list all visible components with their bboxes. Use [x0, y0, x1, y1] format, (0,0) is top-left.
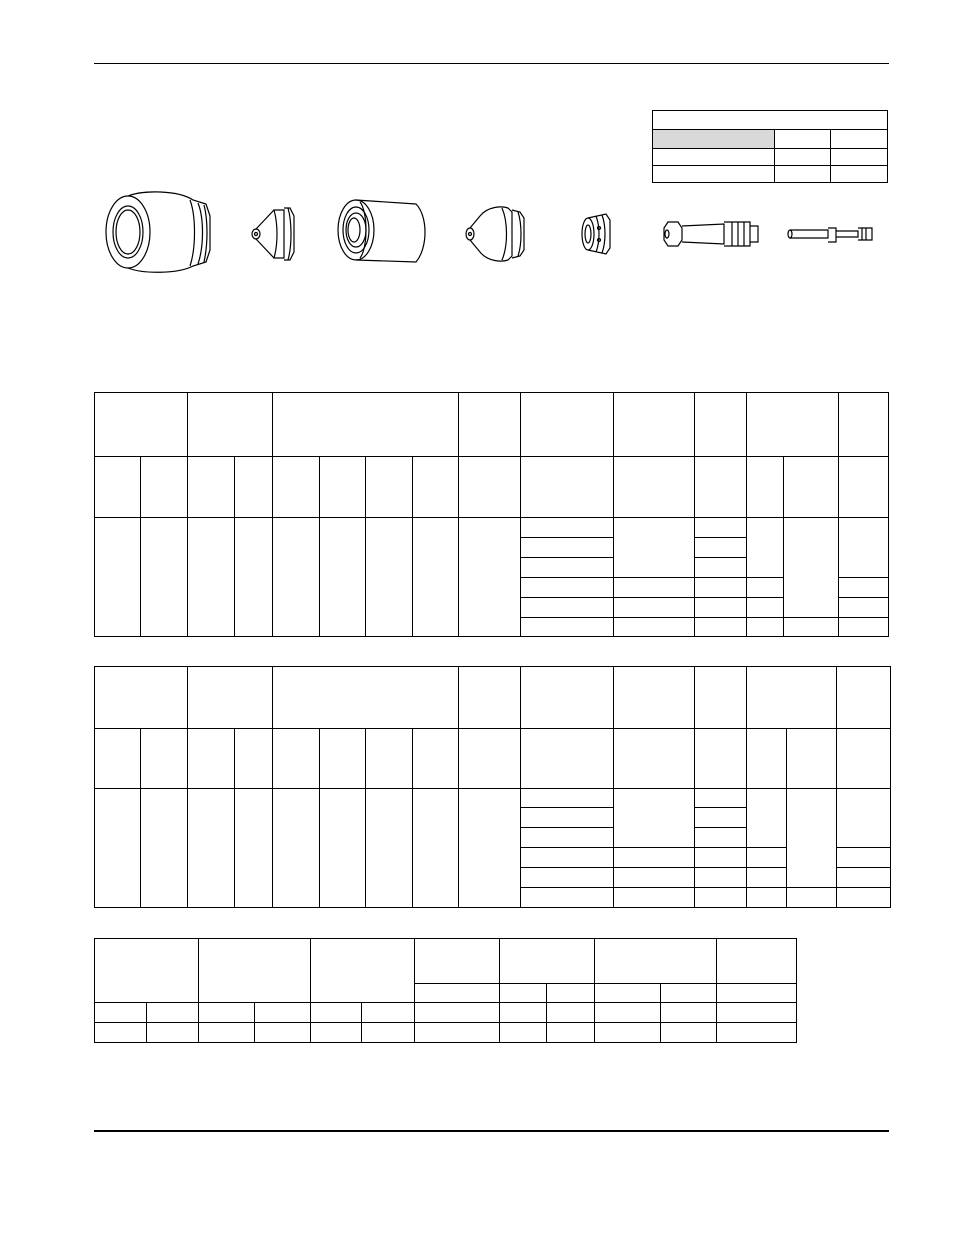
table-cell	[521, 538, 614, 558]
table-subheader-cell	[747, 457, 784, 518]
table-subheader-cell	[95, 457, 141, 518]
table-cell	[415, 1023, 500, 1043]
table-cell	[273, 789, 320, 908]
table-header-cell	[311, 939, 415, 1003]
table-header-cell	[747, 393, 839, 457]
table-subheader-cell	[595, 984, 661, 1003]
table-subheader-cell	[459, 729, 521, 789]
table-header-cell	[188, 393, 273, 457]
table-cell	[695, 808, 747, 828]
table-cell	[366, 518, 413, 637]
table-header-cell	[837, 667, 891, 729]
table-cell	[95, 518, 141, 637]
reference-table-header-cell	[653, 130, 775, 149]
table-header-cell	[747, 667, 837, 729]
table-header-cell	[595, 939, 717, 984]
electrode-icon	[664, 222, 758, 246]
table-cell	[787, 888, 837, 908]
table-cell	[521, 848, 614, 868]
table-subheader-cell	[235, 729, 273, 789]
table-subheader-cell	[500, 984, 547, 1003]
footer-rule	[94, 1130, 889, 1132]
table-cell	[837, 868, 891, 888]
table-cell	[521, 578, 614, 598]
table-cell	[747, 518, 784, 578]
table-cell	[547, 1003, 595, 1023]
retaining-cap-icon	[338, 200, 425, 262]
table-subheader-cell	[320, 729, 366, 789]
table-cell	[837, 789, 891, 848]
table-subheader-cell	[273, 729, 320, 789]
table-cell	[459, 789, 521, 908]
table-subheader-cell	[415, 984, 500, 1003]
table-header-cell	[273, 393, 459, 457]
table-header-cell	[459, 667, 521, 729]
table-cell	[595, 1003, 661, 1023]
swirl-ring-icon	[582, 214, 610, 254]
shield-icon	[106, 192, 210, 272]
table-cell	[320, 518, 366, 637]
table-cell	[839, 578, 889, 598]
table-cell	[413, 518, 459, 637]
table-cell	[661, 1003, 717, 1023]
table-cell	[747, 598, 784, 618]
table-subheader-cell	[366, 729, 413, 789]
table-cell	[311, 1003, 362, 1023]
table-cell	[695, 598, 747, 618]
table-cell	[521, 888, 614, 908]
table-subheader-cell	[837, 729, 891, 789]
table-cell	[839, 618, 889, 637]
reference-table-cell	[775, 149, 831, 166]
table-cell	[747, 578, 784, 598]
reference-table-title-cell	[653, 111, 888, 130]
reference-table-cell	[653, 166, 775, 183]
table-cell	[695, 518, 747, 538]
table-header-cell	[415, 939, 500, 984]
table-cell	[459, 518, 521, 637]
table-cell	[614, 618, 695, 637]
table-subheader-cell	[661, 984, 717, 1003]
table-cell	[415, 1003, 500, 1023]
table-cell	[188, 518, 235, 637]
table-cell	[147, 1023, 199, 1043]
table-header-cell	[500, 939, 595, 984]
table-subheader-cell	[747, 729, 787, 789]
header-rule	[94, 63, 889, 64]
table-cell	[747, 789, 787, 848]
table-header-cell	[95, 393, 188, 457]
table-subheader-cell	[188, 729, 235, 789]
table-cell	[747, 888, 787, 908]
table-subheader-cell	[717, 984, 797, 1003]
table-header-cell	[95, 667, 188, 729]
table-cell	[839, 598, 889, 618]
table-header-cell	[273, 667, 459, 729]
table-cell	[235, 518, 273, 637]
table-cell	[199, 1023, 255, 1043]
table-cell	[695, 578, 747, 598]
table-cell	[695, 828, 747, 848]
table-cell	[147, 1003, 199, 1023]
table-cell	[273, 518, 320, 637]
table-cell	[717, 1023, 797, 1043]
table-cell	[661, 1023, 717, 1043]
table-subheader-cell	[141, 729, 188, 789]
table-cell	[747, 618, 784, 637]
table-cell	[614, 868, 695, 888]
reference-table-cell	[831, 166, 888, 183]
table-header-cell	[614, 667, 695, 729]
reference-table-cell	[653, 149, 775, 166]
table-cell	[695, 848, 747, 868]
table-cell	[839, 518, 889, 578]
table-cell	[787, 789, 837, 888]
summary-table	[94, 938, 797, 1043]
table-subheader-cell	[695, 457, 747, 518]
table-cell	[695, 789, 747, 808]
table-subheader-cell	[320, 457, 366, 518]
table-cell	[320, 789, 366, 908]
table-subheader-cell	[95, 729, 141, 789]
table-cell	[141, 789, 188, 908]
table-subheader-cell	[273, 457, 320, 518]
table-header-cell	[839, 393, 889, 457]
reference-table-cell	[775, 166, 831, 183]
table-cell	[521, 808, 614, 828]
table-cell	[595, 1023, 661, 1043]
table-cell	[614, 518, 695, 578]
table-subheader-cell	[695, 729, 747, 789]
table-cell	[500, 1023, 547, 1043]
table-cell	[95, 789, 141, 908]
table-cell	[614, 888, 695, 908]
table-cell	[521, 558, 614, 578]
table-subheader-cell	[839, 457, 889, 518]
table-subheader-cell	[547, 984, 595, 1003]
table-cell	[695, 618, 747, 637]
table-cell	[199, 1003, 255, 1023]
table-subheader-cell	[188, 457, 235, 518]
table-subheader-cell	[459, 457, 521, 518]
table-header-cell	[521, 393, 614, 457]
table-subheader-cell	[141, 457, 188, 518]
table-header-cell	[521, 667, 614, 729]
nozzle-icon	[252, 208, 294, 260]
table-cell	[784, 618, 839, 637]
reference-table	[652, 110, 888, 183]
table-cell	[695, 538, 747, 558]
table-header-cell	[459, 393, 521, 457]
table-header-cell	[188, 667, 273, 729]
table-cell	[784, 518, 839, 618]
table-subheader-cell	[413, 729, 459, 789]
table-cell	[747, 848, 787, 868]
table-cell	[521, 789, 614, 808]
table-cell	[614, 848, 695, 868]
table-cell	[837, 888, 891, 908]
table-header-cell	[614, 393, 695, 457]
table-cell	[311, 1023, 362, 1043]
table-cell	[695, 888, 747, 908]
table-subheader-cell	[787, 729, 837, 789]
table-cell	[521, 618, 614, 637]
table-subheader-cell	[235, 457, 273, 518]
table-cell	[500, 1003, 547, 1023]
cut-chart-table-1	[94, 392, 889, 637]
cut-chart-table-2	[94, 666, 891, 908]
table-cell	[366, 789, 413, 908]
table-cell	[695, 558, 747, 578]
table-cell	[695, 868, 747, 888]
table-cell	[521, 518, 614, 538]
table-subheader-cell	[413, 457, 459, 518]
table-cell	[95, 1003, 147, 1023]
table-cell	[413, 789, 459, 908]
table-cell	[521, 598, 614, 618]
table-cell	[188, 789, 235, 908]
table-subheader-cell	[521, 729, 614, 789]
table-cell	[255, 1023, 311, 1043]
table-subheader-cell	[614, 457, 695, 518]
table-cell	[362, 1023, 415, 1043]
table-cell	[717, 1003, 797, 1023]
table-header-cell	[717, 939, 797, 984]
table-header-cell	[695, 667, 747, 729]
table-cell	[362, 1003, 415, 1023]
nozzle-icon	[466, 207, 524, 261]
table-subheader-cell	[366, 457, 413, 518]
reference-table-cell	[831, 149, 888, 166]
table-header-cell	[695, 393, 747, 457]
reference-table-header-cell	[775, 130, 831, 149]
table-cell	[235, 789, 273, 908]
table-cell	[837, 848, 891, 868]
table-cell	[614, 578, 695, 598]
table-header-cell	[199, 939, 311, 1003]
table-subheader-cell	[784, 457, 839, 518]
table-subheader-cell	[521, 457, 614, 518]
table-cell	[547, 1023, 595, 1043]
table-cell	[141, 518, 188, 637]
reference-table-header-cell	[831, 130, 888, 149]
table-subheader-cell	[614, 729, 695, 789]
table-header-cell	[95, 939, 199, 1003]
table-cell	[614, 598, 695, 618]
table-cell	[521, 868, 614, 888]
table-cell	[255, 1003, 311, 1023]
table-cell	[747, 868, 787, 888]
water-tube-icon	[788, 228, 872, 242]
consumable-parts-illustration	[98, 186, 898, 286]
table-cell	[614, 789, 695, 848]
table-cell	[95, 1023, 147, 1043]
table-cell	[521, 828, 614, 848]
